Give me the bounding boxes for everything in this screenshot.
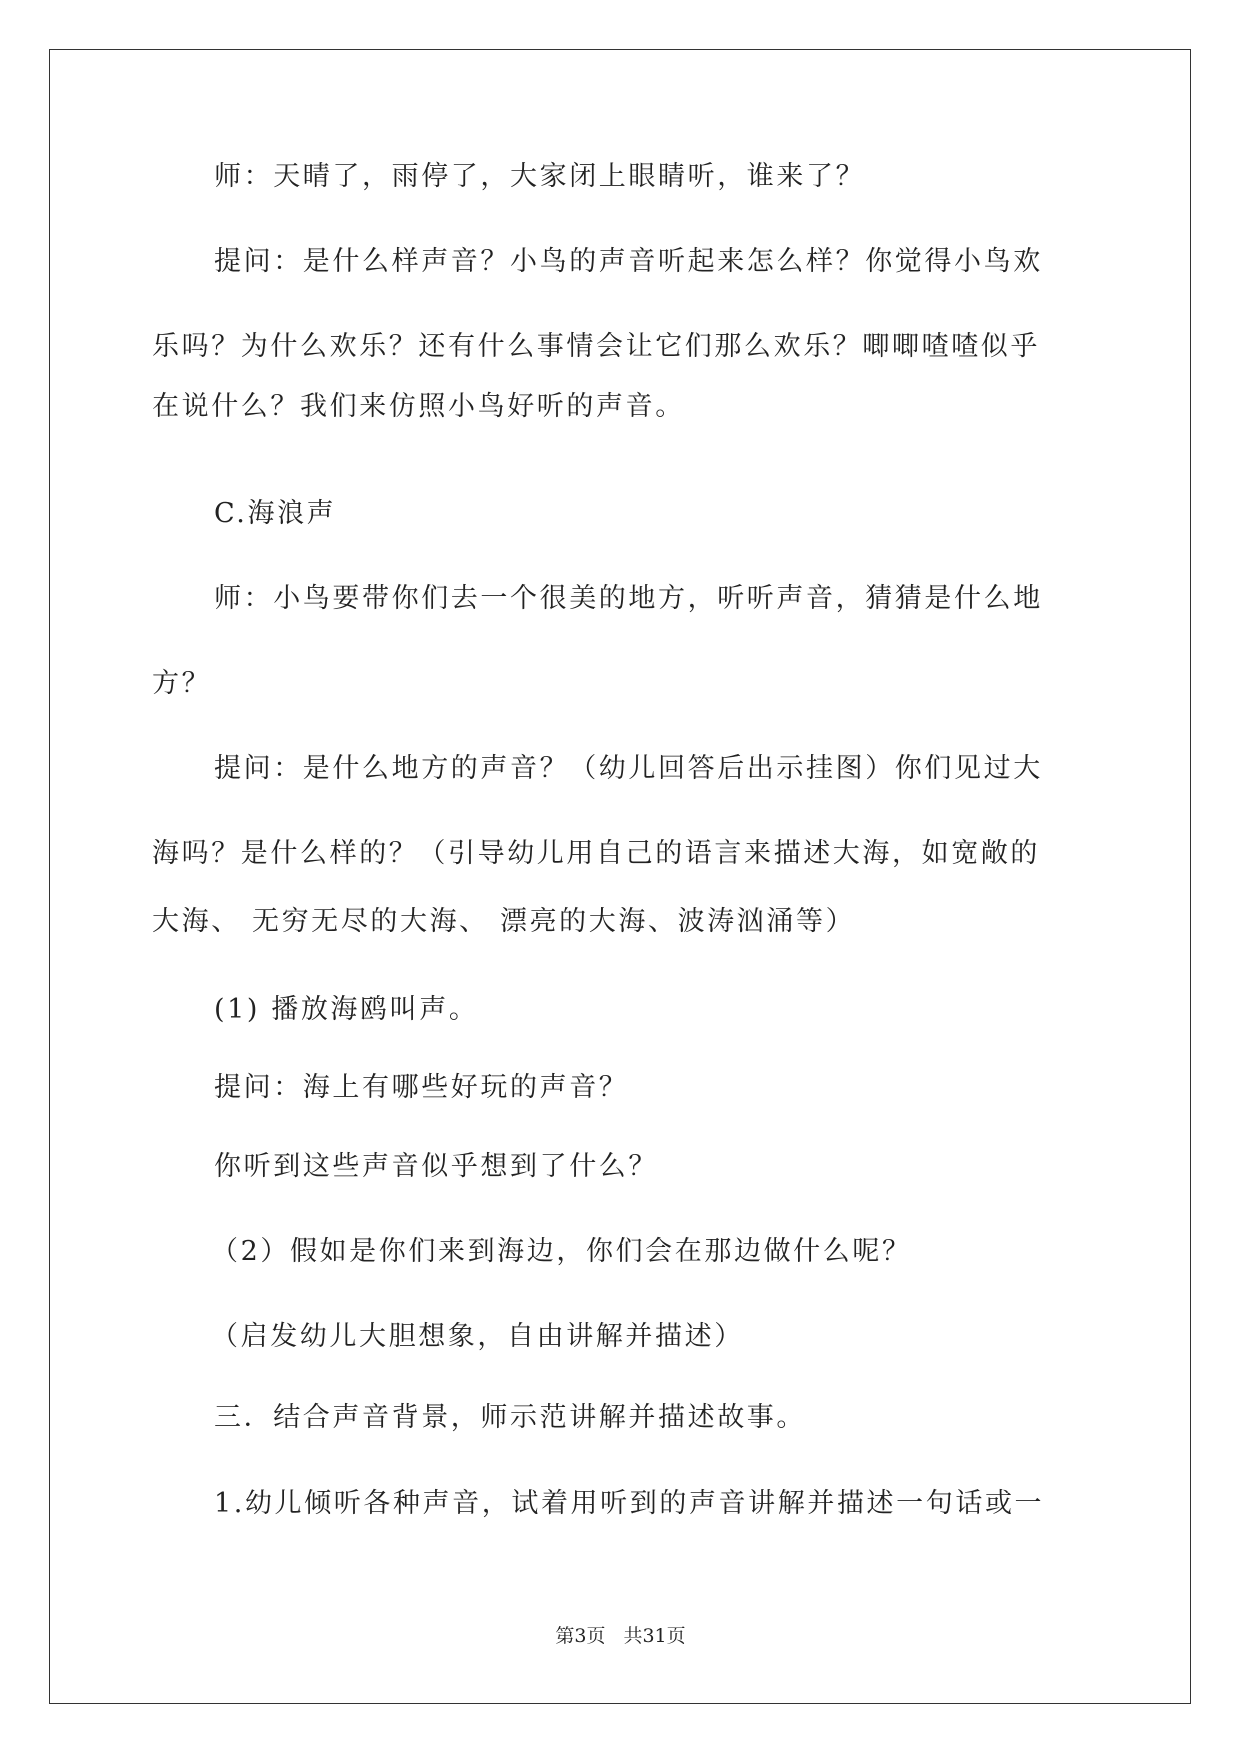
text-line: （启发幼儿大胆想象，自由讲解并描述） <box>211 1321 744 1352</box>
text-line: 海吗？是什么样的？（引导幼儿用自己的语言来描述大海，如宽敞的 <box>152 838 1040 869</box>
text-line: 1.幼儿倾听各种声音，试着用听到的声音讲解并描述一句话或一 <box>214 1488 1045 1519</box>
page-border <box>49 49 1191 1704</box>
text-line: 三．结合声音背景，师示范讲解并描述故事。 <box>214 1402 806 1433</box>
current-page-number: 第3页 <box>555 1625 606 1647</box>
text-line: 乐吗？为什么欢乐？还有什么事情会让它们那么欢乐？唧唧喳喳似乎 <box>152 331 1040 362</box>
text-line: 你听到这些声音似乎想到了什么？ <box>214 1151 658 1182</box>
text-line: 提问：海上有哪些好玩的声音？ <box>214 1072 629 1103</box>
text-line: C.海浪声 <box>214 498 337 529</box>
text-line: 提问：是什么地方的声音？（幼儿回答后出示挂图）你们见过大 <box>214 753 1043 784</box>
text-line: （2）假如是你们来到海边，你们会在那边做什么呢？ <box>211 1236 912 1267</box>
text-line: 师：天晴了，雨停了，大家闭上眼睛听，谁来了？ <box>214 161 866 192</box>
text-line: 大海、 无穷无尽的大海、 漂亮的大海、波涛汹涌等） <box>152 906 856 937</box>
total-page-count: 共31页 <box>623 1625 686 1647</box>
text-line: 提问：是什么样声音？小鸟的声音听起来怎么样？你觉得小鸟欢 <box>214 246 1043 277</box>
text-line: 师：小鸟要带你们去一个很美的地方，听听声音，猜猜是什么地 <box>214 583 1043 614</box>
text-line: 方？ <box>152 668 212 699</box>
page-footer <box>0 1624 1241 1648</box>
text-line: (1) 播放海鸥叫声。 <box>214 994 479 1025</box>
text-line: 在说什么？我们来仿照小鸟好听的声音。 <box>152 391 685 422</box>
